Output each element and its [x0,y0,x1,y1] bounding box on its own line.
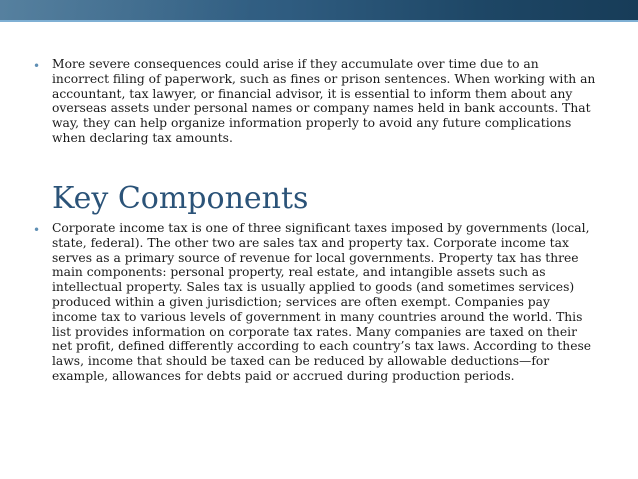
paragraph-key-components: Corporate income tax is one of three significant taxes imposed by governments (local, state, federal). The other two are sales tax and property tax. Corporate income tax serves as a primary source of revenue for local governments. Property tax has three main components: personal property, real estate, and intangible assets such as intellectual property. Sales tax is usually applied to goods (and sometimes services) produced within a given jurisdiction; services are often exempt. Companies pay income tax to various levels of government in many countries around the world. This list provides information on corporate tax rates. Many companies are taxed on their net profit, defined differently according to each country’s tax laws. According to these laws, income that should be taxed can be reduced by allowable deductions—for example, allowances for debts paid or accrued during production periods. [52,221,592,383]
header-bar-shine [0,0,638,20]
section-heading: Key Components [52,181,309,216]
accent-line [0,20,638,22]
bullet-1: • [33,59,41,73]
header-bar [0,0,638,20]
bullet-2: • [33,223,41,237]
paragraph-consequences: More severe consequences could arise if they accumulate over time due to an incorrect filing of paperwork, such as fines or prison sentences. When working with an accountant, tax lawyer, or financial advisor, it is essential to inform them about any overseas assets under personal names or company names held in bank accounts. That way, they can help organize information properly to avoid any future complications when declaring tax amounts. [52,57,596,145]
